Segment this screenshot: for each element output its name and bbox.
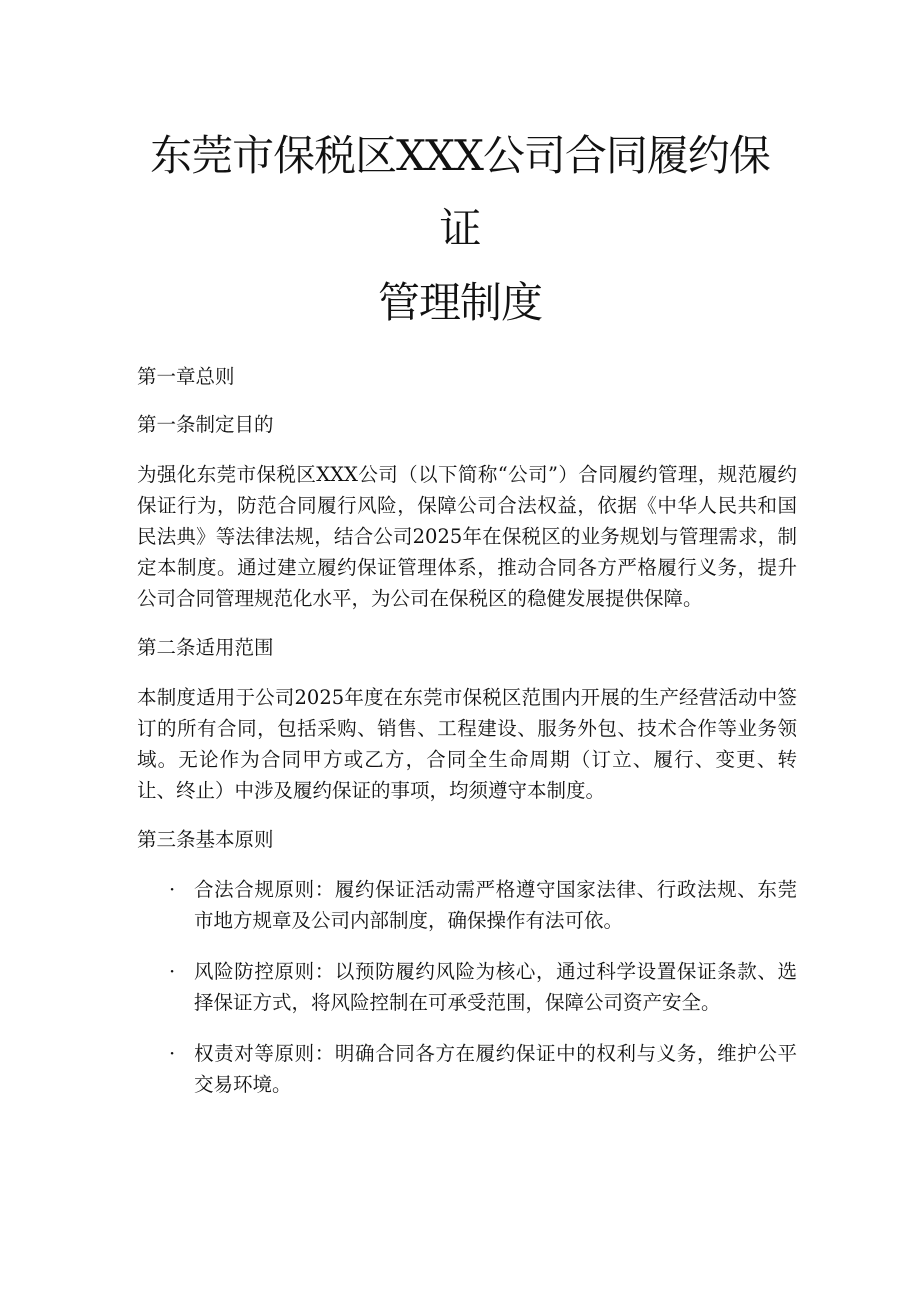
- article-2-heading: 第二条适用范围: [137, 636, 274, 659]
- list-item: [137, 956, 797, 1018]
- principle-text: 权责对等原则：明确合同各方在履约保证中的权利与义务，维护公平交易环境。: [194, 1042, 797, 1096]
- article-3-heading: 第三条基本原则: [137, 828, 274, 851]
- principle-text: 风险防控原则：以预防履约风险为核心，通过科学设置保证条款、选择保证方式，将风险控制在可承受范围，保障公司资产安全。: [194, 960, 797, 1014]
- article-2-body: 本制度适用于公司2025年度在东莞市保税区范围内开展的生产经营活动中签订的所有合同，包括采购、销售、工程建设、服务外包、技术合作等业务领域。无论作为合同甲方或乙方，合同全生命周期（订立、履行、变更、转让、终止）中涉及履约保证的事项，均须遵守本制度。: [137, 686, 797, 802]
- document-title-line-2: 证: [439, 204, 481, 253]
- principles-list: [137, 874, 797, 1100]
- list-item: [137, 1038, 797, 1100]
- bullet-icon: ·: [169, 1042, 176, 1065]
- document-body: [137, 363, 797, 1120]
- article-1-body: 为强化东莞市保税区XXX公司（以下简称“公司”）合同履约管理，规范履约保证行为，防范合同履行风险，保障公司合法权益，依据《中华人民共和国民法典》等法律法规，结合公司2025年在保税区的业务规划与管理需求，制定本制度。通过建立履约保证管理体系，推动合同各方严格履行义务，提升公司合同管理规范化水平，为公司在保税区的稳健发展提供保障。: [137, 463, 797, 610]
- list-item: [137, 874, 797, 936]
- article-1-heading: 第一条制定目的: [137, 413, 274, 436]
- document-title-line-1: 东莞市保税区XXX公司合同履约保: [150, 131, 770, 180]
- bullet-icon: ·: [169, 878, 176, 901]
- principle-text: 合法合规原则：履约保证活动需严格遵守国家法律、行政法规、东莞市地方规章及公司内部制度，确保操作有法可依。: [194, 878, 797, 932]
- document-title-line-3: 管理制度: [377, 278, 542, 327]
- bullet-icon: ·: [169, 960, 176, 983]
- chapter-heading: 第一章总则: [137, 365, 235, 388]
